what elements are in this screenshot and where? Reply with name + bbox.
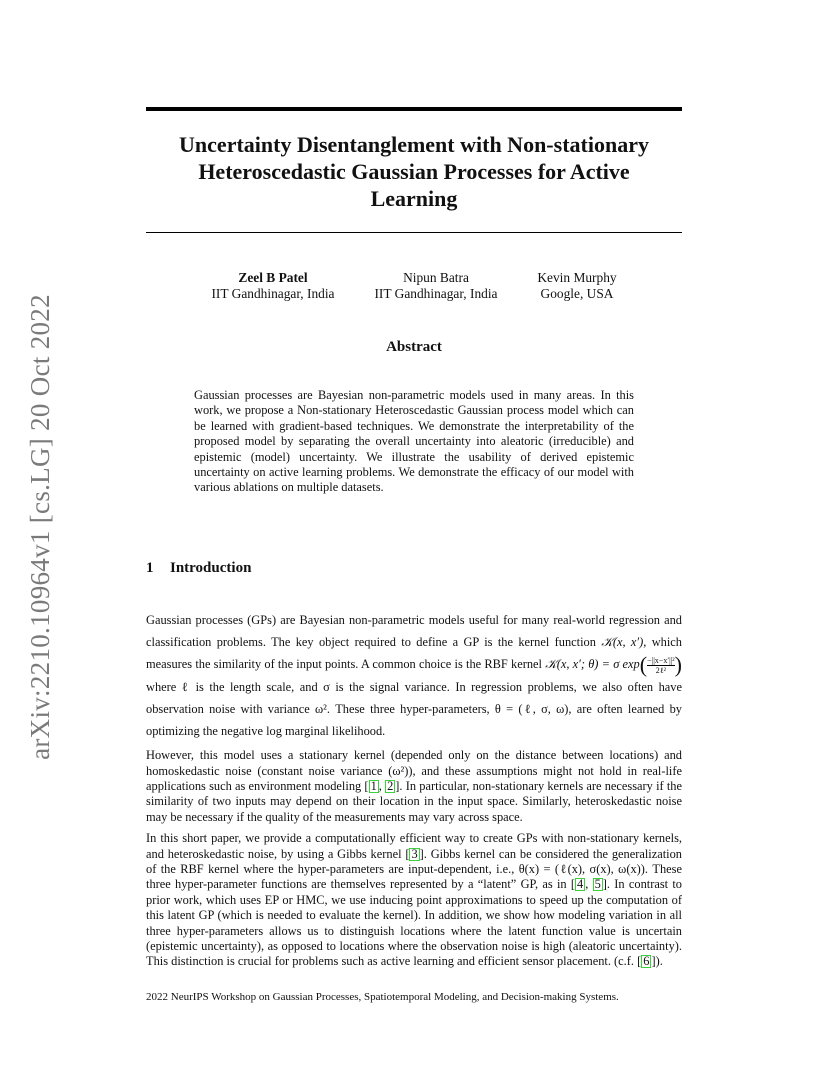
citation-link[interactable]: 2 (387, 778, 394, 793)
text-run: ]. In particular, non-stationary kernels are necessary if the similarity of two inputs may depend on their location in the input space. Similarly, heteroskedastic noise may be necessary if the quality of the measurements may vary across space. (146, 778, 683, 824)
introduction-body (146, 609, 682, 976)
paragraph-1 (146, 609, 682, 742)
author-name: Zeel B Patel (238, 270, 308, 285)
text-run: , (378, 778, 386, 793)
author-name: Nipun Batra (403, 270, 469, 285)
title-line-1: Uncertainty Disentanglement with Non-stationary (179, 132, 649, 157)
author-affiliation: IIT Gandhinagar, India (211, 286, 335, 301)
close-paren: ) (674, 652, 682, 678)
author-affiliation: IIT Gandhinagar, India (374, 286, 498, 301)
text-run: ]). (651, 954, 663, 969)
text-run: However, this model uses a stationary kernel (depended only on the distance between locations) and homoskedastic noise (constant noise variance (ω²)), and these assumptions might not hold in real-life applications such as environment modeling [ (146, 748, 682, 793)
title-line-2: Heteroscedastic Gaussian Processes for Active (198, 159, 630, 184)
citation-link[interactable]: 4 (577, 877, 584, 892)
paragraph-3 (146, 831, 682, 970)
citation-link[interactable]: 1 (370, 778, 377, 793)
section-number: 1 (146, 560, 154, 576)
author-name: Kevin Murphy (537, 270, 617, 285)
author-block (205, 270, 341, 302)
title-line-3: Learning (370, 186, 458, 211)
fraction-denominator: 2ℓ² (655, 665, 666, 675)
paper-title (146, 131, 682, 212)
author-block (368, 270, 504, 302)
open-paren: ( (639, 652, 648, 678)
footer-note: 2022 NeurIPS Workshop on Gaussian Processes, Spatiotemporal Modeling, and Decision-making Systems. (146, 991, 619, 1003)
text-run: , (585, 877, 593, 892)
section-title: Introduction (170, 560, 252, 576)
author-affiliation: Google, USA (540, 286, 614, 301)
math-expression: 𝒦(x, x′; θ) = σ exp (545, 657, 640, 671)
abstract-heading: Abstract (386, 339, 442, 355)
fraction-numerator: −||x−x′||² (647, 655, 675, 665)
text-run: ]. In contrast to prior work, which uses EP or HMC, we use inducing point approximations to speed up the computation of this latent GP (which is needed to evaluate the kernel). In addition, we show how modeling variation in all three hyper-parameters allows us to distinguish locations where the latent function value is uncertain (epistemic uncertainty), as opposed to locations where the observation noise is high (aleatoric uncertainty). This distinction is crucial for problems such as active learning and efficient sensor placement. (c.f. [ (146, 877, 682, 969)
citation-link[interactable]: 5 (594, 877, 601, 892)
text-run: where ℓ is the length scale, and σ is the signal variance. In regression problems, we also often have observation noise with variance ω². These three hyper-parameters, θ = (ℓ, σ, ω), are often learned by optimizing the negative log marginal likelihood. (146, 680, 682, 739)
section-heading (146, 560, 251, 577)
arxiv-identifier-stamp (18, 292, 62, 762)
title-top-rule (146, 107, 682, 111)
text-run: ]. Gibbs kernel can be considered the generalization of the RBF kernel where the hyper-parameters are input-dependent, i.e., θ(x) = (ℓ(x), σ(x), ω(x)). These three hyper-parameter functions are themselves represented by a “latent” GP, as in [ (146, 846, 683, 892)
text-run: In this short paper, we provide a computationally efficient way to create GPs with non-stationary kernels, and heteroskedastic noise, by using a Gibbs kernel [ (146, 831, 682, 861)
abstract-body: Gaussian processes are Bayesian non-parametric models used in many areas. In this work, we propose a Non-stationary Heteroscedastic Gaussian process model which can be learned with gradient-based techniques. We demonstrate the interpretability of the proposed model by separating the overall uncertainty into aleatoric (irreducible) and epistemic (model) uncertainty. We illustrate the usability of derived epistemic uncertainty on active learning problems. We demonstrate the efficacy of our model with various ablations on multiple datasets. (194, 388, 634, 495)
citation-link[interactable]: 3 (411, 846, 418, 861)
text-run: , which measures the similarity of the input points. A common choice is the RBF kernel (146, 635, 682, 671)
arxiv-stamp-text: arXiv:2210.10964v1 [cs.LG] 20 Oct 2022 (25, 294, 55, 760)
author-block (524, 270, 630, 302)
math-expression: 𝒦(x, x′) (601, 635, 644, 649)
paragraph-2 (146, 748, 682, 825)
fraction (647, 656, 675, 675)
text-run: Gaussian processes (GPs) are Bayesian non-parametric models useful for many real-world regression and classification problems. The key object required to define a GP is the kernel function (146, 613, 682, 649)
citation-link[interactable]: 6 (643, 954, 650, 969)
title-bottom-rule (146, 232, 682, 233)
